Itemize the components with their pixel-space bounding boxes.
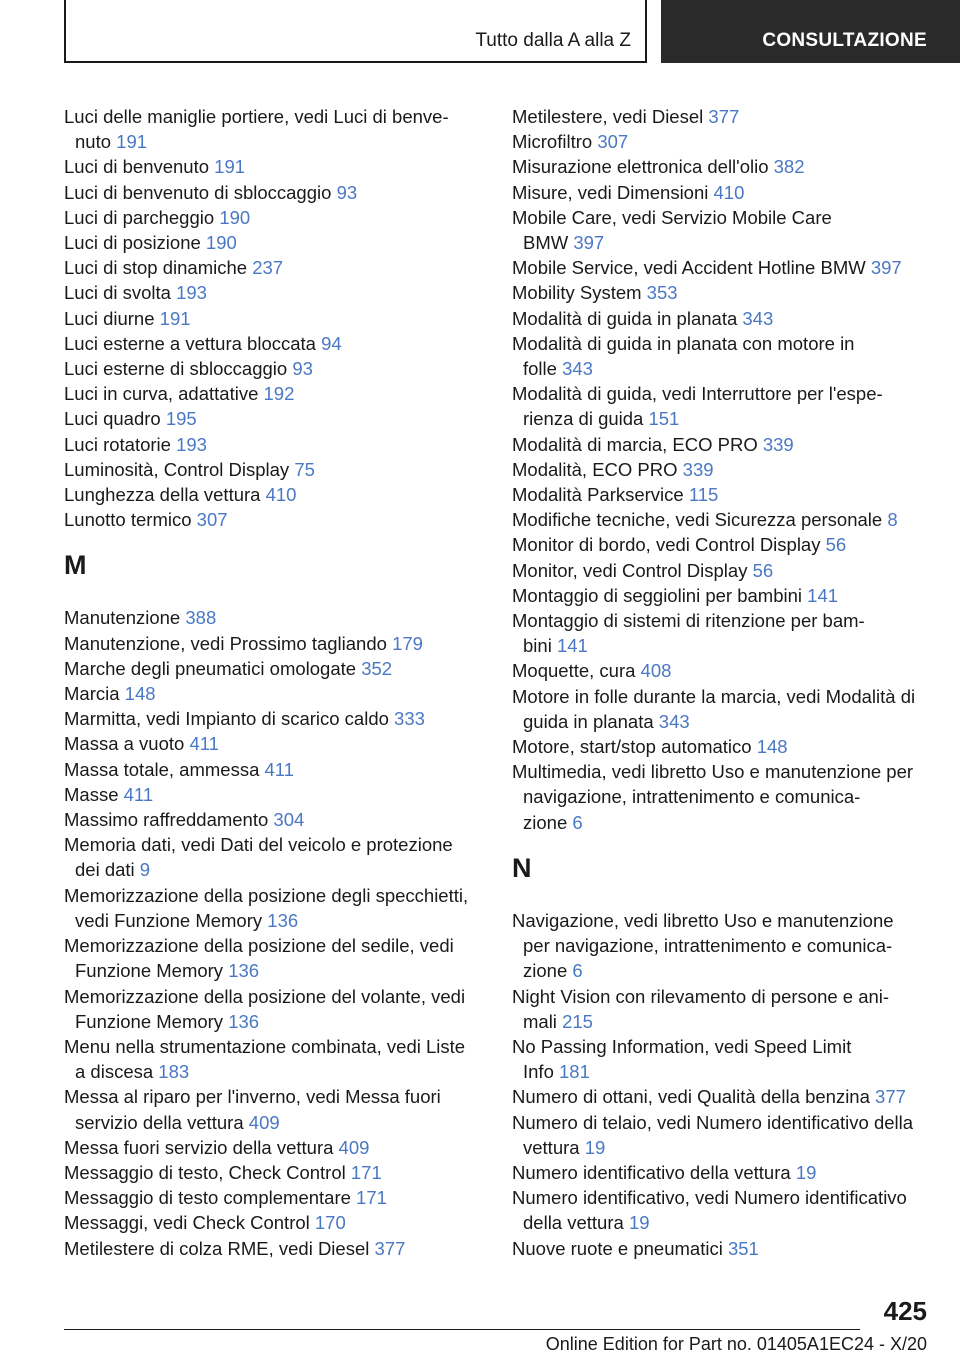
index-entry-text: Manutenzione [64, 607, 181, 629]
page-reference-link[interactable]: 136 [228, 1010, 260, 1032]
index-entry [64, 1034, 494, 1084]
page-reference-link[interactable]: 148 [124, 683, 156, 705]
index-entry-text: Modalità di guida in planata con motore in [512, 332, 855, 354]
index-entry-text: Luci esterne di sbloccaggio [64, 358, 288, 380]
page-reference-link[interactable]: 193 [176, 282, 207, 304]
index-entry [512, 1084, 937, 1109]
page-reference-link[interactable]: 193 [176, 433, 207, 455]
index-entry [512, 381, 937, 431]
index-entry-text: Messaggio di testo complementare [64, 1187, 351, 1209]
index-entry [64, 631, 494, 656]
index-entry [512, 432, 937, 457]
page-reference-link[interactable]: 304 [273, 809, 305, 831]
index-entry [64, 154, 494, 179]
page-reference-link[interactable]: 352 [361, 657, 393, 679]
index-entry-text: Funzione Memory [75, 1010, 224, 1032]
page-reference-link[interactable]: 171 [356, 1187, 387, 1209]
page-number: 425 [883, 1296, 927, 1326]
index-entry-text: BMW [523, 232, 569, 254]
index-entry [512, 908, 937, 984]
index-entry-text: navigazione, intrattenimento e comunica- [523, 786, 861, 808]
index-entry-text: Lunghezza della vettura [64, 484, 261, 506]
page-reference-link[interactable]: 409 [338, 1136, 370, 1158]
page-reference-link[interactable]: 9 [139, 859, 151, 881]
index-entry-text: Numero di ottani, vedi Qualità della benzina [512, 1086, 870, 1108]
page-reference-link[interactable]: 215 [562, 1010, 593, 1032]
page-reference-link[interactable]: 181 [559, 1061, 590, 1083]
index-entry [64, 356, 494, 381]
index-entry-text: Nuove ruote e pneumatici [512, 1237, 723, 1259]
page-reference-link[interactable]: 382 [773, 156, 805, 178]
page-reference-link[interactable]: 410 [265, 484, 297, 506]
index-entry-text: Luci di posizione [64, 232, 201, 254]
index-entry [512, 1034, 937, 1084]
index-entry [512, 984, 937, 1034]
index-entry [64, 984, 494, 1034]
page-reference-link[interactable]: 183 [158, 1061, 190, 1083]
index-entry-text: Massa totale, ammessa [64, 758, 260, 780]
page-reference-link[interactable]: 136 [228, 960, 260, 982]
page-reference-link[interactable]: 94 [321, 332, 342, 354]
index-entry-text: Monitor, vedi Control Display [512, 559, 748, 581]
index-entry-text: mali [523, 1010, 557, 1032]
page-reference-link[interactable]: 148 [756, 736, 788, 758]
index-entry [512, 507, 937, 532]
index-entry [64, 757, 494, 782]
page-reference-link[interactable]: 6 [572, 811, 583, 833]
index-entry-text: Menu nella strumentazione combinata, vedi Liste [64, 1035, 466, 1057]
page-reference-link[interactable]: 93 [336, 181, 358, 203]
index-entry-text: Masse [64, 783, 119, 805]
index-entry [64, 457, 494, 482]
index-entry-text: Marcia [64, 683, 120, 705]
index-entry [64, 1210, 494, 1235]
page-reference-link[interactable]: 410 [713, 181, 745, 203]
index-entry-text: Luci di svolta [64, 282, 171, 304]
index-entry [64, 883, 494, 933]
index-entry-text: Messaggio di testo, Check Control [64, 1161, 346, 1183]
index-entry [64, 280, 494, 305]
page-reference-link[interactable]: 191 [159, 307, 191, 329]
page-reference-link[interactable]: 353 [646, 282, 678, 304]
header-subsection-box [64, 0, 647, 63]
index-entry-text: Modalità di guida, vedi Interruttore per l'espe- [512, 383, 883, 405]
index-entry-text: Motore, start/stop automatico [512, 736, 752, 758]
index-column-left [64, 104, 494, 1261]
page-reference-link[interactable]: 19 [584, 1136, 606, 1158]
index-entry-text: Luci rotatorie [64, 433, 171, 455]
index-entry-text: Misurazione elettronica dell'olio [512, 156, 769, 178]
index-entry-text: Marche degli pneumatici omologate [64, 657, 357, 679]
index-entry-text: Massa a vuoto [64, 733, 185, 755]
index-entry-text: Luminosità, Control Display [64, 458, 290, 480]
index-entry-text: Mobility System [512, 282, 642, 304]
index-entry [512, 104, 937, 129]
index-entry-text: Memoria dati, vedi Dati del veicolo e protezione [64, 834, 453, 856]
index-entry [512, 331, 937, 381]
index-entry-text: Luci di benvenuto [64, 156, 210, 178]
page-reference-link[interactable]: 151 [648, 408, 680, 430]
index-entry-text: vettura [523, 1136, 580, 1158]
index-entry-text: Memorizzazione della posizione del volante, vedi [64, 985, 466, 1007]
index-entry [64, 406, 494, 431]
index-entry-text: Motore in folle durante la marcia, vedi Modalità di [512, 685, 916, 707]
index-entry-text: Metilestere, vedi Diesel [512, 106, 704, 127]
index-entry-text: Multimedia, vedi libretto Uso e manutenzione per [512, 761, 914, 783]
page-reference-link[interactable]: 408 [640, 660, 672, 682]
index-entry [64, 681, 494, 706]
index-entry [64, 432, 494, 457]
page-reference-link[interactable]: 377 [875, 1086, 906, 1108]
header-section-tab [661, 0, 960, 63]
header-section-title: CONSULTAZIONE [762, 30, 927, 51]
page-reference-link[interactable]: 411 [189, 733, 219, 755]
index-entry [512, 129, 937, 154]
index-entry-text: Memorizzazione della posizione del sedile, vedi [64, 935, 454, 957]
page-reference-link[interactable]: 411 [264, 758, 294, 780]
index-entry-text: Luci di parcheggio [64, 206, 215, 228]
index-entry [512, 255, 937, 280]
index-entry [64, 1160, 494, 1185]
index-entry [512, 1236, 937, 1261]
page-reference-link[interactable]: 307 [196, 509, 228, 531]
page-reference-link[interactable]: 191 [116, 131, 148, 153]
index-entry-text: Microfiltro [512, 131, 593, 153]
page-reference-link[interactable]: 397 [870, 257, 902, 279]
index-entry [512, 583, 937, 608]
footer-edition: Online Edition for Part no. 01405A1EC24 - X/20 [545, 1334, 927, 1354]
index-entry [64, 507, 494, 532]
index-entry [512, 280, 937, 305]
page-reference-link[interactable]: 141 [807, 584, 839, 606]
index-entry-text: Modalità di guida in planata [512, 307, 738, 329]
page-reference-link[interactable]: 307 [597, 131, 629, 153]
index-entry [64, 933, 494, 983]
page-reference-link[interactable]: 388 [185, 607, 217, 629]
index-entry [512, 154, 937, 179]
index-entry [64, 656, 494, 681]
index-entry-text: guida in planata [523, 710, 654, 732]
index-entry-text: Metilestere di colza RME, vedi Diesel [64, 1237, 370, 1259]
index-entry-text: Massimo raffreddamento [64, 809, 269, 831]
page-reference-link[interactable]: 377 [708, 106, 740, 127]
index-entry-text: Misure, vedi Dimensioni [512, 181, 709, 203]
page-reference-link[interactable]: 351 [727, 1237, 759, 1259]
page-reference-link[interactable]: 409 [248, 1111, 280, 1133]
index-entry [64, 381, 494, 406]
page-reference-link[interactable]: 195 [165, 408, 197, 430]
index-column-right [512, 104, 937, 1261]
index-entry-text: Modalità, ECO PRO [512, 458, 678, 480]
index-entry [64, 230, 494, 255]
index-entry-text: Monitor di bordo, vedi Control Display [512, 534, 821, 556]
index-entry [64, 706, 494, 731]
page-reference-link[interactable]: 56 [825, 534, 847, 556]
index-entry-text: zione [523, 960, 568, 982]
index-letter-heading: M [64, 550, 87, 581]
index-letter-heading: N [512, 852, 532, 883]
index-entry-text: Messa fuori servizio della vettura [64, 1136, 334, 1158]
page-reference-link[interactable]: 115 [688, 484, 719, 506]
page-reference-link[interactable]: 397 [573, 232, 605, 254]
index-entry-text: della vettura [523, 1212, 624, 1234]
index-entry [512, 1160, 937, 1185]
index-entry-text: Luci esterne a vettura bloccata [64, 332, 316, 354]
index-entry-text: Numero identificativo, vedi Numero identificativo [512, 1187, 907, 1209]
page-reference-link[interactable]: 141 [556, 635, 588, 657]
index-entry-text: dei dati [75, 859, 135, 881]
page-reference-link[interactable]: 136 [267, 909, 299, 931]
index-entry [64, 782, 494, 807]
page-reference-link[interactable]: 190 [219, 206, 251, 228]
index-entry [512, 759, 937, 835]
index-entry [512, 1110, 937, 1160]
index-entry [64, 1135, 494, 1160]
page-reference-link[interactable]: 179 [392, 632, 423, 654]
index-entry [64, 1236, 494, 1261]
page-reference-link[interactable]: 19 [628, 1212, 650, 1234]
index-entry [64, 180, 494, 205]
page-reference-link[interactable]: 170 [314, 1212, 346, 1234]
index-entry [512, 306, 937, 331]
index-entry-text: a discesa [75, 1061, 154, 1083]
index-entry-text: Moquette, cura [512, 660, 636, 682]
header-subsection: Tutto dalla A alla Z [475, 30, 631, 51]
index-entry [64, 255, 494, 280]
index-entry-text: Mobile Care, vedi Servizio Mobile Care [512, 206, 832, 228]
index-entry-text: folle [523, 358, 557, 380]
index-entry [512, 684, 937, 734]
page-reference-link[interactable]: 343 [562, 358, 593, 380]
page-reference-link[interactable]: 192 [263, 383, 295, 405]
index-entry-text: Modalità di marcia, ECO PRO [512, 433, 758, 455]
page-reference-link[interactable]: 333 [394, 708, 425, 730]
page-reference-link[interactable]: 75 [294, 458, 315, 480]
page-reference-link[interactable]: 8 [887, 509, 898, 531]
index-entry [512, 205, 937, 255]
page-reference-link[interactable]: 56 [752, 559, 774, 581]
index-entry [64, 807, 494, 832]
index-entry-text: Luci diurne [64, 307, 155, 329]
page-reference-link[interactable]: 377 [374, 1237, 406, 1259]
index-entry [512, 532, 937, 557]
page-reference-link[interactable]: 6 [572, 960, 583, 982]
index-entry-text: Night Vision con rilevamento di persone e ani- [512, 985, 890, 1007]
index-entry [64, 832, 494, 882]
index-entry [64, 605, 494, 630]
index-entry [512, 608, 937, 658]
index-entry-text: No Passing Information, vedi Speed Limit [512, 1035, 852, 1057]
index-entry-text: Funzione Memory [75, 960, 224, 982]
page-reference-link[interactable]: 19 [795, 1161, 817, 1183]
index-entry [512, 558, 937, 583]
index-entry-text: Messaggi, vedi Check Control [64, 1212, 310, 1234]
index-entry-text: Mobile Service, vedi Accident Hotline BMW [512, 257, 866, 279]
page-reference-link[interactable]: 190 [205, 232, 237, 254]
page-reference-link[interactable]: 171 [350, 1161, 382, 1183]
index-entry-text: Navigazione, vedi libretto Uso e manutenzione [512, 909, 894, 931]
index-entry [512, 658, 937, 683]
index-entry-text: Numero di telaio, vedi Numero identificativo della [512, 1111, 914, 1133]
index-entry [64, 306, 494, 331]
page-reference-link[interactable]: 237 [252, 257, 284, 279]
index-entry-text: Numero identificativo della vettura [512, 1161, 791, 1183]
footer-divider [64, 1329, 860, 1330]
index-entry-text: Montaggio di seggiolini per bambini [512, 584, 803, 606]
page-reference-link[interactable]: 93 [292, 358, 313, 380]
index-entry-text: Marmitta, vedi Impianto di scarico caldo [64, 708, 389, 730]
index-entry-text: rienza di guida [523, 408, 644, 430]
index-entry-text: zione [523, 811, 568, 833]
index-entry [64, 482, 494, 507]
page-reference-link[interactable]: 339 [762, 433, 794, 455]
index-entry-text: Manutenzione, vedi Prossimo tagliando [64, 632, 387, 654]
page-reference-link[interactable]: 343 [658, 710, 690, 732]
index-entry-text: servizio della vettura [75, 1111, 244, 1133]
index-entry-text: Modalità Parkservice [512, 484, 684, 506]
index-entry [64, 205, 494, 230]
index-entry [512, 734, 937, 759]
index-entry-text: vedi Funzione Memory [75, 909, 263, 931]
index-entry [512, 1185, 937, 1235]
index-entry [64, 1084, 494, 1134]
page-reference-link[interactable]: 191 [214, 156, 246, 178]
index-entry-text: Luci quadro [64, 408, 161, 430]
index-entry-text: bini [523, 635, 552, 657]
page-reference-link[interactable]: 339 [682, 458, 714, 480]
index-entry [64, 731, 494, 756]
index-entry-text: nuto [75, 131, 112, 153]
index-entry-text: Modifiche tecniche, vedi Sicurezza personale [512, 509, 883, 531]
index-entry [64, 1185, 494, 1210]
index-entry [512, 457, 937, 482]
index-entry-text: Lunotto termico [64, 509, 192, 531]
page-reference-link[interactable]: 411 [123, 783, 154, 805]
index-entry-text: Luci di benvenuto di sbloccaggio [64, 181, 332, 203]
index-entry-text: Messa al riparo per l'inverno, vedi Messa fuori [64, 1086, 441, 1108]
page-reference-link[interactable]: 343 [742, 307, 774, 329]
index-entry [512, 482, 937, 507]
index-entry-text: Luci in curva, adattative [64, 383, 259, 405]
index-entry-text: Montaggio di sistemi di ritenzione per bam- [512, 610, 865, 632]
index-entry-text: Memorizzazione della posizione degli specchietti, [64, 884, 469, 906]
index-entry [512, 180, 937, 205]
index-entry [64, 331, 494, 356]
index-entry-text: Info [523, 1061, 554, 1083]
index-entry [64, 104, 494, 154]
index-entry-text: per navigazione, intrattenimento e comunica- [523, 935, 893, 957]
index-entry-text: Luci di stop dinamiche [64, 257, 248, 279]
index-entry-text: Luci delle maniglie portiere, vedi Luci di benve- [64, 106, 449, 127]
